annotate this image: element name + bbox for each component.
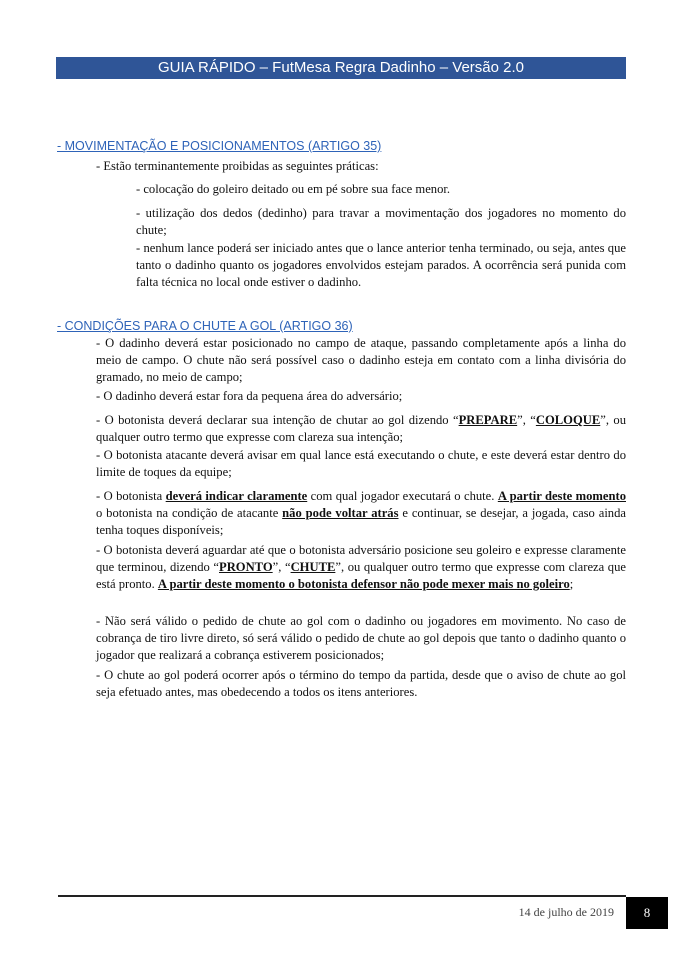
section-title-movimentacao: - MOVIMENTAÇÃO E POSICIONAMENTOS (ARTIGO 35) — [57, 139, 382, 153]
section-intro: - Estão terminantemente proibidas as seguintes práticas: — [96, 159, 379, 173]
keyword-chute: CHUTE — [290, 560, 336, 574]
rule-paragraph: - O dadinho deverá estar fora da pequena área do adversário; — [96, 389, 403, 403]
section-title-chute: - CONDIÇÕES PARA O CHUTE A GOL (ARTIGO 36) — [57, 319, 353, 333]
footer-date: 14 de julho de 2019 — [518, 905, 614, 919]
footer-rule — [58, 895, 626, 897]
rule-paragraph: - O botonista deverá indicar claramente com qual jogador executará o chute. A partir deste momento o botonista na condição de atacante não pode voltar atrás e continuar, se desejar, a jogada, caso ainda tenha toques disponíveis; — [96, 489, 626, 537]
emphasis-text: A partir deste momento — [497, 489, 626, 503]
emphasis-text: não pode voltar atrás — [282, 506, 399, 520]
page-number: 8 — [626, 897, 668, 929]
keyword-pronto: PRONTO — [219, 560, 273, 574]
rule-paragraph: - O botonista atacante deverá avisar em qual lance está executando o chute, e este deverá estar dentro do limite de toques da equipe; — [96, 448, 626, 479]
emphasis-text: A partir deste momento o botonista defensor não pode mexer mais no goleiro — [157, 577, 570, 591]
rule-item: - utilização dos dedos (dedinho) para travar a movimentação dos jogadores no momento do chute; — [136, 206, 626, 237]
keyword-prepare: PREPARE — [458, 413, 518, 427]
rule-paragraph: - O chute ao gol poderá ocorrer após o término do tempo da partida, desde que o aviso de chute ao gol seja efetuado antes, mas obedecendo a todos os itens anteriores. — [96, 668, 626, 699]
emphasis-text: deverá indicar claramente — [165, 489, 308, 503]
rule-paragraph: - O botonista deverá declarar sua intenção de chutar ao gol dizendo “PREPARE”, “COLOQUE”, ou qualquer outro termo que expresse com clareza sua intenção; — [96, 413, 626, 444]
rule-paragraph: - O botonista deverá aguardar até que o botonista adversário posicione seu goleiro e expresse claramente que terminou, dizendo “PRONTO”, “CHUTE”, ou qualquer outro termo que expresse com clareza que está pronto. A partir deste momento o botonista defensor não pode mexer mais no goleiro; — [96, 543, 626, 591]
keyword-coloque: COLOQUE — [535, 413, 601, 427]
rule-item: - nenhum lance poderá ser iniciado antes que o lance anterior tenha terminado, ou seja, antes que tanto o dadinho quanto os jogadores envolvidos estejam parados. A ocorrência será punida com falta técnica no local onde estiver o dadinho. — [136, 241, 626, 289]
rule-paragraph: - O dadinho deverá estar posicionado no campo de ataque, passando completamente após a linha do meio de campo. O chute não será possível caso o dadinho esteja em contato com a linha divisória do gramado, no meio de campo; — [96, 336, 626, 384]
page-header: GUIA RÁPIDO – FutMesa Regra Dadinho – Versão 2.0 — [56, 57, 626, 79]
rule-item: - colocação do goleiro deitado ou em pé sobre sua face menor. — [136, 182, 451, 196]
rule-paragraph: - Não será válido o pedido de chute ao gol com o dadinho ou jogadores em movimento. No caso de cobrança de tiro livre direto, só será válido o pedido de chute ao gol depois que tanto o dadinho quanto o jogador que realizará a cobrança estiverem posicionados; — [96, 614, 626, 662]
